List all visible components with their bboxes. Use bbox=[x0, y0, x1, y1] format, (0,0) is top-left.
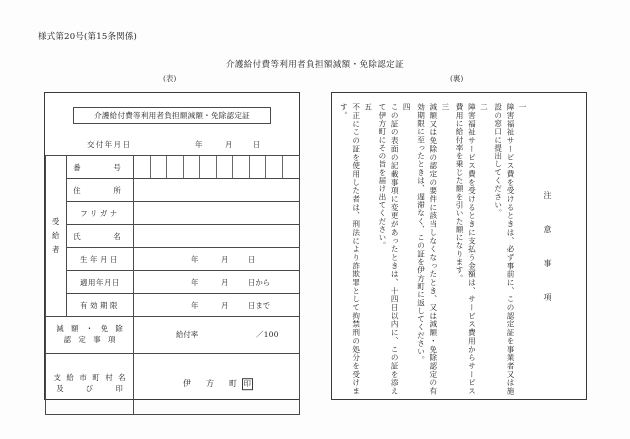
certificate-table bbox=[45, 155, 300, 415]
field-number[interactable] bbox=[134, 156, 300, 179]
form-number: 様式第20号(第15条関係) bbox=[38, 32, 138, 42]
expiry-month: 月 bbox=[221, 300, 229, 310]
front-panel bbox=[44, 92, 300, 400]
note-marker-4: 四 bbox=[402, 103, 412, 112]
table-row bbox=[46, 202, 300, 225]
note-text-1: 障害福祉サービス費を受けるときは、必ず事前に、この認定証を事業者又は施設の窓口に提出してください。 bbox=[493, 103, 515, 395]
number-cell[interactable] bbox=[134, 156, 151, 178]
apply-date-day: 日から bbox=[248, 277, 271, 287]
field-expiry[interactable] bbox=[134, 294, 300, 317]
table-row bbox=[46, 156, 300, 179]
recipient-char-2: 給 bbox=[52, 230, 60, 240]
field-name[interactable] bbox=[134, 225, 300, 248]
note-item bbox=[489, 103, 528, 395]
note-text-5: 不正にこの証を使用した者は、刑法により詐欺罪として拘禁刑の処分を受けます。 bbox=[339, 103, 361, 395]
certificate-title-box: 介護給付費等利用者負担額減額・免除認定証 bbox=[73, 107, 271, 124]
municipality-label-line2: 及 び 印 bbox=[56, 384, 123, 393]
number-cell[interactable] bbox=[283, 156, 299, 178]
issue-date-row bbox=[45, 137, 301, 153]
number-cell[interactable] bbox=[217, 156, 234, 178]
recipient-group-label bbox=[46, 156, 67, 317]
note-marker-3: 三 bbox=[440, 103, 450, 112]
document-title: 介護給付費等利用者負担額減額・免除認定証 bbox=[225, 60, 404, 70]
note-text-2: 障害福祉サービス費を受けるときに支払う金額は、サービス費用からサービス費用に給付率を乗じた額を引いた額になります。 bbox=[455, 103, 477, 395]
number-cell[interactable] bbox=[250, 156, 267, 178]
field-furigana[interactable] bbox=[134, 202, 300, 225]
apply-date-month: 月 bbox=[221, 277, 229, 287]
row-label-furigana: フリガナ bbox=[67, 202, 134, 225]
field-address[interactable] bbox=[134, 179, 300, 202]
row-label-birthdate: 生年月日 bbox=[67, 248, 134, 271]
row-label-expiry: 有効期限 bbox=[67, 294, 134, 317]
back-side-label: (裏) bbox=[450, 74, 464, 83]
note-marker-1: 一 bbox=[518, 103, 527, 112]
note-item bbox=[374, 103, 413, 395]
number-cell[interactable] bbox=[167, 156, 184, 178]
table-row bbox=[46, 294, 300, 317]
town-name: 伊 方 町 bbox=[183, 379, 241, 389]
note-item bbox=[335, 103, 374, 395]
birthdate-day: 日 bbox=[248, 254, 256, 264]
field-birthdate[interactable] bbox=[134, 248, 300, 271]
row-label-name: 氏 名 bbox=[67, 225, 134, 248]
reduction-label-line1: 減 額 ・ 免 除 bbox=[56, 324, 123, 334]
issue-date-label: 交付年月日 bbox=[87, 140, 132, 149]
number-cell[interactable] bbox=[233, 156, 250, 178]
municipality-label bbox=[46, 354, 134, 415]
apply-date-year: 年 bbox=[191, 277, 199, 287]
note-marker-2: 二 bbox=[479, 103, 489, 112]
number-cell[interactable] bbox=[184, 156, 201, 178]
reduction-label-line2: 認 定 事 項 bbox=[63, 335, 116, 344]
recipient-char-3: 者 bbox=[52, 245, 60, 255]
back-panel bbox=[331, 92, 587, 400]
birthdate-year: 年 bbox=[191, 254, 199, 264]
expiry-day: 日まで bbox=[248, 300, 271, 310]
number-grid[interactable] bbox=[134, 156, 299, 178]
field-apply-date[interactable] bbox=[134, 271, 300, 294]
row-label-address: 住 所 bbox=[67, 179, 134, 202]
notes-container bbox=[332, 93, 588, 401]
row-label-apply-date: 適用年月日 bbox=[67, 271, 134, 294]
table-row bbox=[46, 225, 300, 248]
note-text-4: この証の表面の記載事項に変更があったときは、十四日以内に、この証を添えて伊方町にその旨を届け出てください。 bbox=[377, 103, 400, 395]
recipient-char-1: 受 bbox=[52, 216, 60, 226]
municipality-label-line1: 支 給 市 町 村 名 bbox=[53, 373, 128, 383]
number-cell[interactable] bbox=[266, 156, 283, 178]
issue-date-day: 日 bbox=[253, 140, 261, 149]
note-item bbox=[451, 103, 490, 395]
benefit-rate-value: ／100 bbox=[256, 330, 279, 339]
field-benefit-rate[interactable] bbox=[134, 317, 300, 354]
reduction-label bbox=[46, 317, 134, 354]
expiry-year: 年 bbox=[191, 300, 199, 310]
table-row bbox=[46, 248, 300, 271]
front-side-label: (表) bbox=[163, 74, 177, 83]
table-row bbox=[46, 317, 300, 354]
issue-date-year: 年 bbox=[195, 140, 203, 149]
notes-heading: 注 意 事 項 bbox=[543, 191, 552, 310]
number-cell[interactable] bbox=[200, 156, 217, 178]
issue-date-month: 月 bbox=[225, 140, 233, 149]
table-row bbox=[46, 179, 300, 202]
table-row bbox=[46, 354, 300, 415]
note-marker-5: 五 bbox=[363, 103, 373, 112]
benefit-rate-label: 給付率 bbox=[176, 330, 199, 339]
note-item bbox=[412, 103, 451, 395]
birthdate-month: 月 bbox=[221, 254, 229, 264]
number-cell[interactable] bbox=[151, 156, 168, 178]
seal-icon: 印 bbox=[243, 379, 251, 389]
field-municipality[interactable] bbox=[134, 354, 300, 415]
table-row bbox=[46, 271, 300, 294]
row-label-number: 番 号 bbox=[67, 156, 134, 179]
note-text-3: 減額又は免除の認定の要件に該当しなくなったとき、又は減額・免除認定の有効期限に至ったときは、遅滞なく、この証を伊方町に返してください。 bbox=[416, 103, 438, 395]
